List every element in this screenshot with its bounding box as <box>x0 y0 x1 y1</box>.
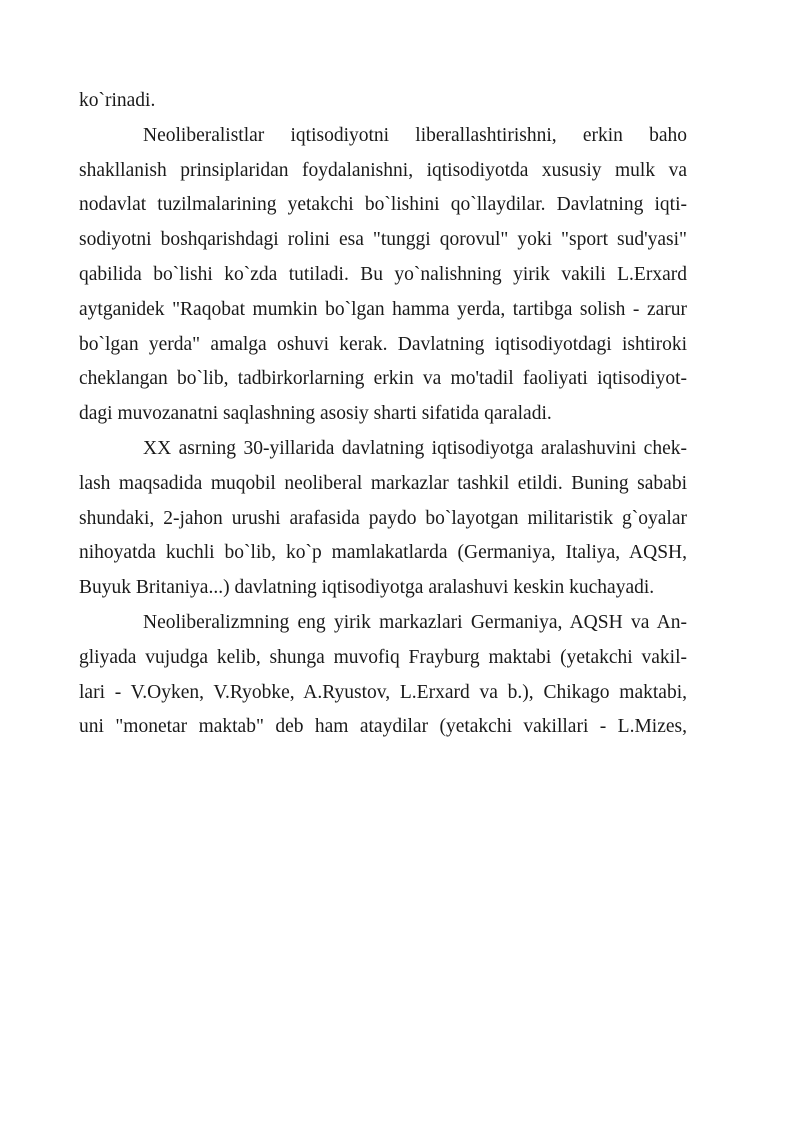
text-line: shundaki, 2-jahon urushi arafasida paydo bo`layotgan militaristik g`oyalar <box>79 507 687 529</box>
text-line: nihoyatda kuchli bo`lib, ko`p mamlakatlarda (Germaniya, Italiya, AQSH, <box>79 542 687 564</box>
text-line: ko`rinadi. <box>79 90 156 111</box>
text-line: uni "monetar maktab" deb ham ataydilar (yetakchi vakillari - L.Mizes, <box>79 716 687 738</box>
text-line: gliyada vujudga kelib, shunga muvofiq Frayburg maktabi (yetakchi vakil- <box>79 646 687 668</box>
text-line: lash maqsadida muqobil neoliberal markazlar tashkil etildi. Buning sababi <box>79 472 687 494</box>
text-line: cheklangan bo`lib, tadbirkorlarning erkin va mo'tadil faoliyati iqtisodiyot- <box>79 368 687 390</box>
text-line: Neoliberalizmning eng yirik markazlari Germaniya, AQSH va An- <box>143 611 687 633</box>
text-line: dagi muvozanatni saqlashning asosiy sharti sifatida qaraladi. <box>79 403 552 425</box>
text-line: Buyuk Britaniya...) davlatning iqtisodiyotga aralashuvi keskin kuchayadi. <box>79 577 655 599</box>
text-line: qabilida bo`lishi ko`zda tutiladi. Bu yo`nalishning yirik vakili L.Erxard <box>79 263 687 285</box>
text-line: bo`lgan yerda" amalga oshuvi kerak. Davlatning iqtisodiyotdagi ishtiroki <box>79 333 687 355</box>
text-line: shakllanish prinsiplaridan foydalanishni, iqtisodiyotda xususiy mulk va <box>79 159 687 181</box>
text-line: XX asrning 30-yillarida davlatning iqtisodiyotga aralashuvini chek- <box>143 437 687 459</box>
text-line: lari - V.Oyken, V.Ryobke, A.Ryustov, L.Erxard va b.), Chikago maktabi, <box>79 681 687 703</box>
text-line: aytganidek "Raqobat mumkin bo`lgan hamma yerda, tartibga solish - zarur <box>79 298 687 320</box>
text-line: nodavlat tuzilmalarining yetakchi bo`lishini qo`llaydilar. Davlatning iqti- <box>79 194 687 216</box>
body-text <box>79 84 687 745</box>
text-line: sodiyotni boshqarishdagi rolini esa "tunggi qorovul" yoki "sport sud'yasi" <box>79 229 687 251</box>
text-line: Neoliberalistlar iqtisodiyotni liberallashtirishni, erkin baho <box>143 124 687 146</box>
